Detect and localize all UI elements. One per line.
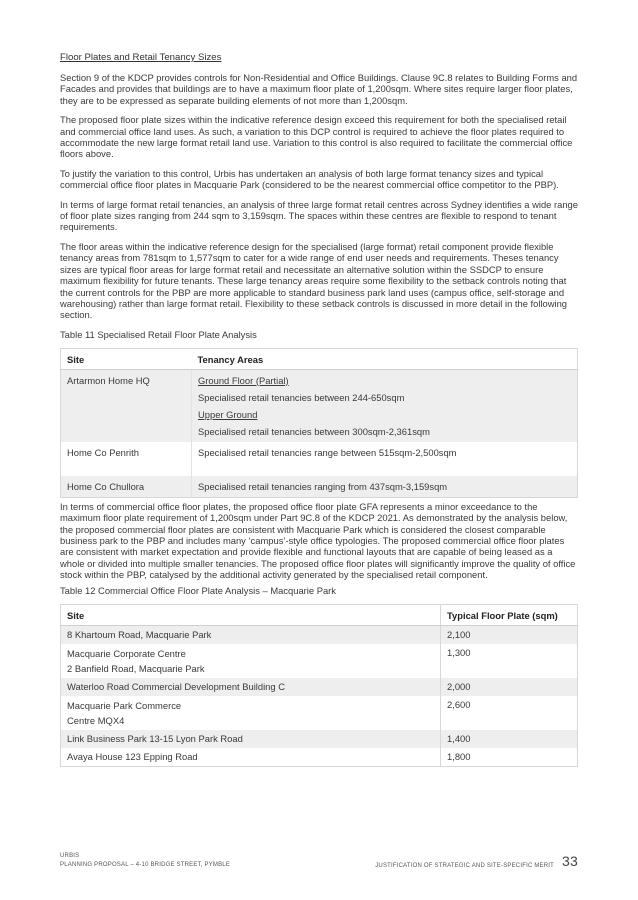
tenancy-cell <box>192 369 578 442</box>
paragraph-2: The proposed floor plate sizes within the indicative reference design exceed this requirement for both the specialised retail and commercial office land uses. As such, a variation to this DCP control is required to achieve the floor plates required to accommodate the new large format retail land use. Variation to this control is also required to facilitate the commercial office floors above. <box>60 114 573 160</box>
table-11-caption: Table 11 Specialised Retail Floor Plate Analysis <box>60 328 257 340</box>
table-row <box>61 678 578 696</box>
section-heading: Floor Plates and Retail Tenancy Sizes <box>60 52 222 63</box>
floor-label: Upper Ground <box>198 408 258 420</box>
floor-plate-cell: 2,000 <box>441 678 578 696</box>
column-header-tenancy-areas: Tenancy Areas <box>192 348 578 369</box>
site-address: Centre MQX4 <box>67 714 125 726</box>
commercial-office-table <box>60 604 578 767</box>
column-header-floor-plate: Typical Floor Plate (sqm) <box>441 604 578 625</box>
site-name: Home Co Penrith <box>67 446 139 458</box>
table-row <box>61 748 578 767</box>
tenancy-text: Specialised retail tenancies between 244-650sqm <box>198 391 405 403</box>
table-row <box>61 696 578 730</box>
site-cell: Waterloo Road Commercial Development Building C <box>67 680 285 692</box>
site-cell <box>61 442 192 476</box>
table-row <box>61 730 578 748</box>
site-cell: Avaya House 123 Epping Road <box>67 750 198 762</box>
site-name: Home Co Chullora <box>67 480 145 492</box>
site-cell: Link Business Park 13-15 Lyon Park Road <box>67 732 243 744</box>
table-12-caption: Table 12 Commercial Office Floor Plate Analysis – Macquarie Park <box>60 584 336 596</box>
table-header-row <box>61 604 578 625</box>
footer-right <box>375 852 578 869</box>
table-header-row <box>61 348 578 369</box>
site-address: 2 Banfield Road, Macquarie Park <box>67 662 205 674</box>
site-name: Artarmon Home HQ <box>67 374 150 386</box>
footer-brand: URBIS <box>60 853 80 859</box>
column-header-site: Site <box>61 604 441 625</box>
tenancy-text: Specialised retail tenancies range between 515sqm-2,500sqm <box>198 446 457 458</box>
floor-plate-cell: 1,400 <box>441 730 578 748</box>
footer-document-title: PLANNING PROPOSAL – 4-10 BRIDGE STREET, PYMBLE <box>60 862 231 868</box>
table-row <box>61 476 578 498</box>
tenancy-text: Specialised retail tenancies between 300sqm-2,361sqm <box>198 425 430 437</box>
tenancy-cell <box>192 476 578 498</box>
site-cell <box>61 476 192 498</box>
table-row <box>61 625 578 644</box>
paragraph-4: In terms of large format retail tenancies, an analysis of three large format retail centres across Sydney identifies a wide range of floor plate sizes ranging from 244 sqm to 3,159sqm. The spaces within these centres are flexible to respond to tenant requirements. <box>60 198 578 233</box>
site-name: Macquarie Corporate Centre <box>67 647 186 659</box>
site-cell <box>61 369 192 442</box>
tenancy-cell <box>192 442 578 476</box>
page-number: 33 <box>562 853 578 869</box>
paragraph-6: In terms of commercial office floor plates, the proposed office floor plate GFA represents a minor exceedance to the maximum floor plate requirement of 1,200sqm under Part 9C.8 of the KDCP 2021. As demonstrated by the analysis below, the proposed commercial floor plates are consistent with Macquarie Park which is considered the closest comparable business park to the PBP and includes many ‘campus’-style office typologies. The proposed commercial office floor plates are consistent with market expectation and provide flexible and functional layouts that are capable of being leased as a whole or divided into multiple smaller tenancies. The proposed office floor plates will significantly improve the quality of office stock within the PBP, catalysed by the additional activity generated by the specialised retail component. <box>60 500 576 581</box>
column-header-site: Site <box>61 348 192 369</box>
table-row <box>61 644 578 678</box>
site-cell <box>61 644 441 678</box>
floor-plate-cell: 1,800 <box>441 748 578 767</box>
paragraph-3: To justify the variation to this control, Urbis has undertaken an analysis of both large format tenancy sizes and typical commercial office floor plates in Macquarie Park (considered to be the nearest commercial office competitor to the PBP). <box>60 167 559 191</box>
floor-plate-cell: 2,100 <box>441 625 578 644</box>
site-name: Macquarie Park Commerce <box>67 699 182 711</box>
floor-plate-cell: 1,300 <box>441 644 578 678</box>
site-cell <box>61 696 441 730</box>
document-page <box>60 52 578 767</box>
floor-label: Ground Floor (Partial) <box>198 374 289 386</box>
specialised-retail-table <box>60 348 578 498</box>
footer-left <box>60 852 230 870</box>
tenancy-text: Specialised retail tenancies ranging from 437sqm-3,159sqm <box>198 480 448 492</box>
site-cell: 8 Khartoum Road, Macquarie Park <box>67 628 212 640</box>
table-row <box>61 369 578 442</box>
table-row <box>61 442 578 476</box>
footer-section-title: JUSTIFICATION OF STRATEGIC AND SITE-SPECIFIC MERIT <box>375 863 555 869</box>
floor-plate-cell: 2,600 <box>441 696 578 730</box>
paragraph-5: The floor areas within the indicative reference design for the specialised (large format) retail component provide flexible tenancy areas from 781sqm to 1,577sqm to cater for a wide range of end user needs and requirements. Theses tenancy sizes are typical floor areas for large format retail and necessitate an alternative solution within the SSDCP to ensure maximum flexibility for future tenants. These large tenancy areas require some flexibility to the setback controls noting that the current controls for the PBP are more applicable to standard business park land uses (campus office, self-storage and warehousing) rather than large format retail. Flexibility to these setback controls is discussed in more detail in the following section. <box>60 240 568 321</box>
paragraph-1: Section 9 of the KDCP provides controls for Non-Residential and Office Buildings. Clause 9C.8 relates to Building Forms and Facades and provides that buildings are to have a maximum floor plate of 1,200sqm. Where sites require larger floor plates, they are to be expressed as separate building elements of not more than 1,200sqm. <box>60 72 578 106</box>
